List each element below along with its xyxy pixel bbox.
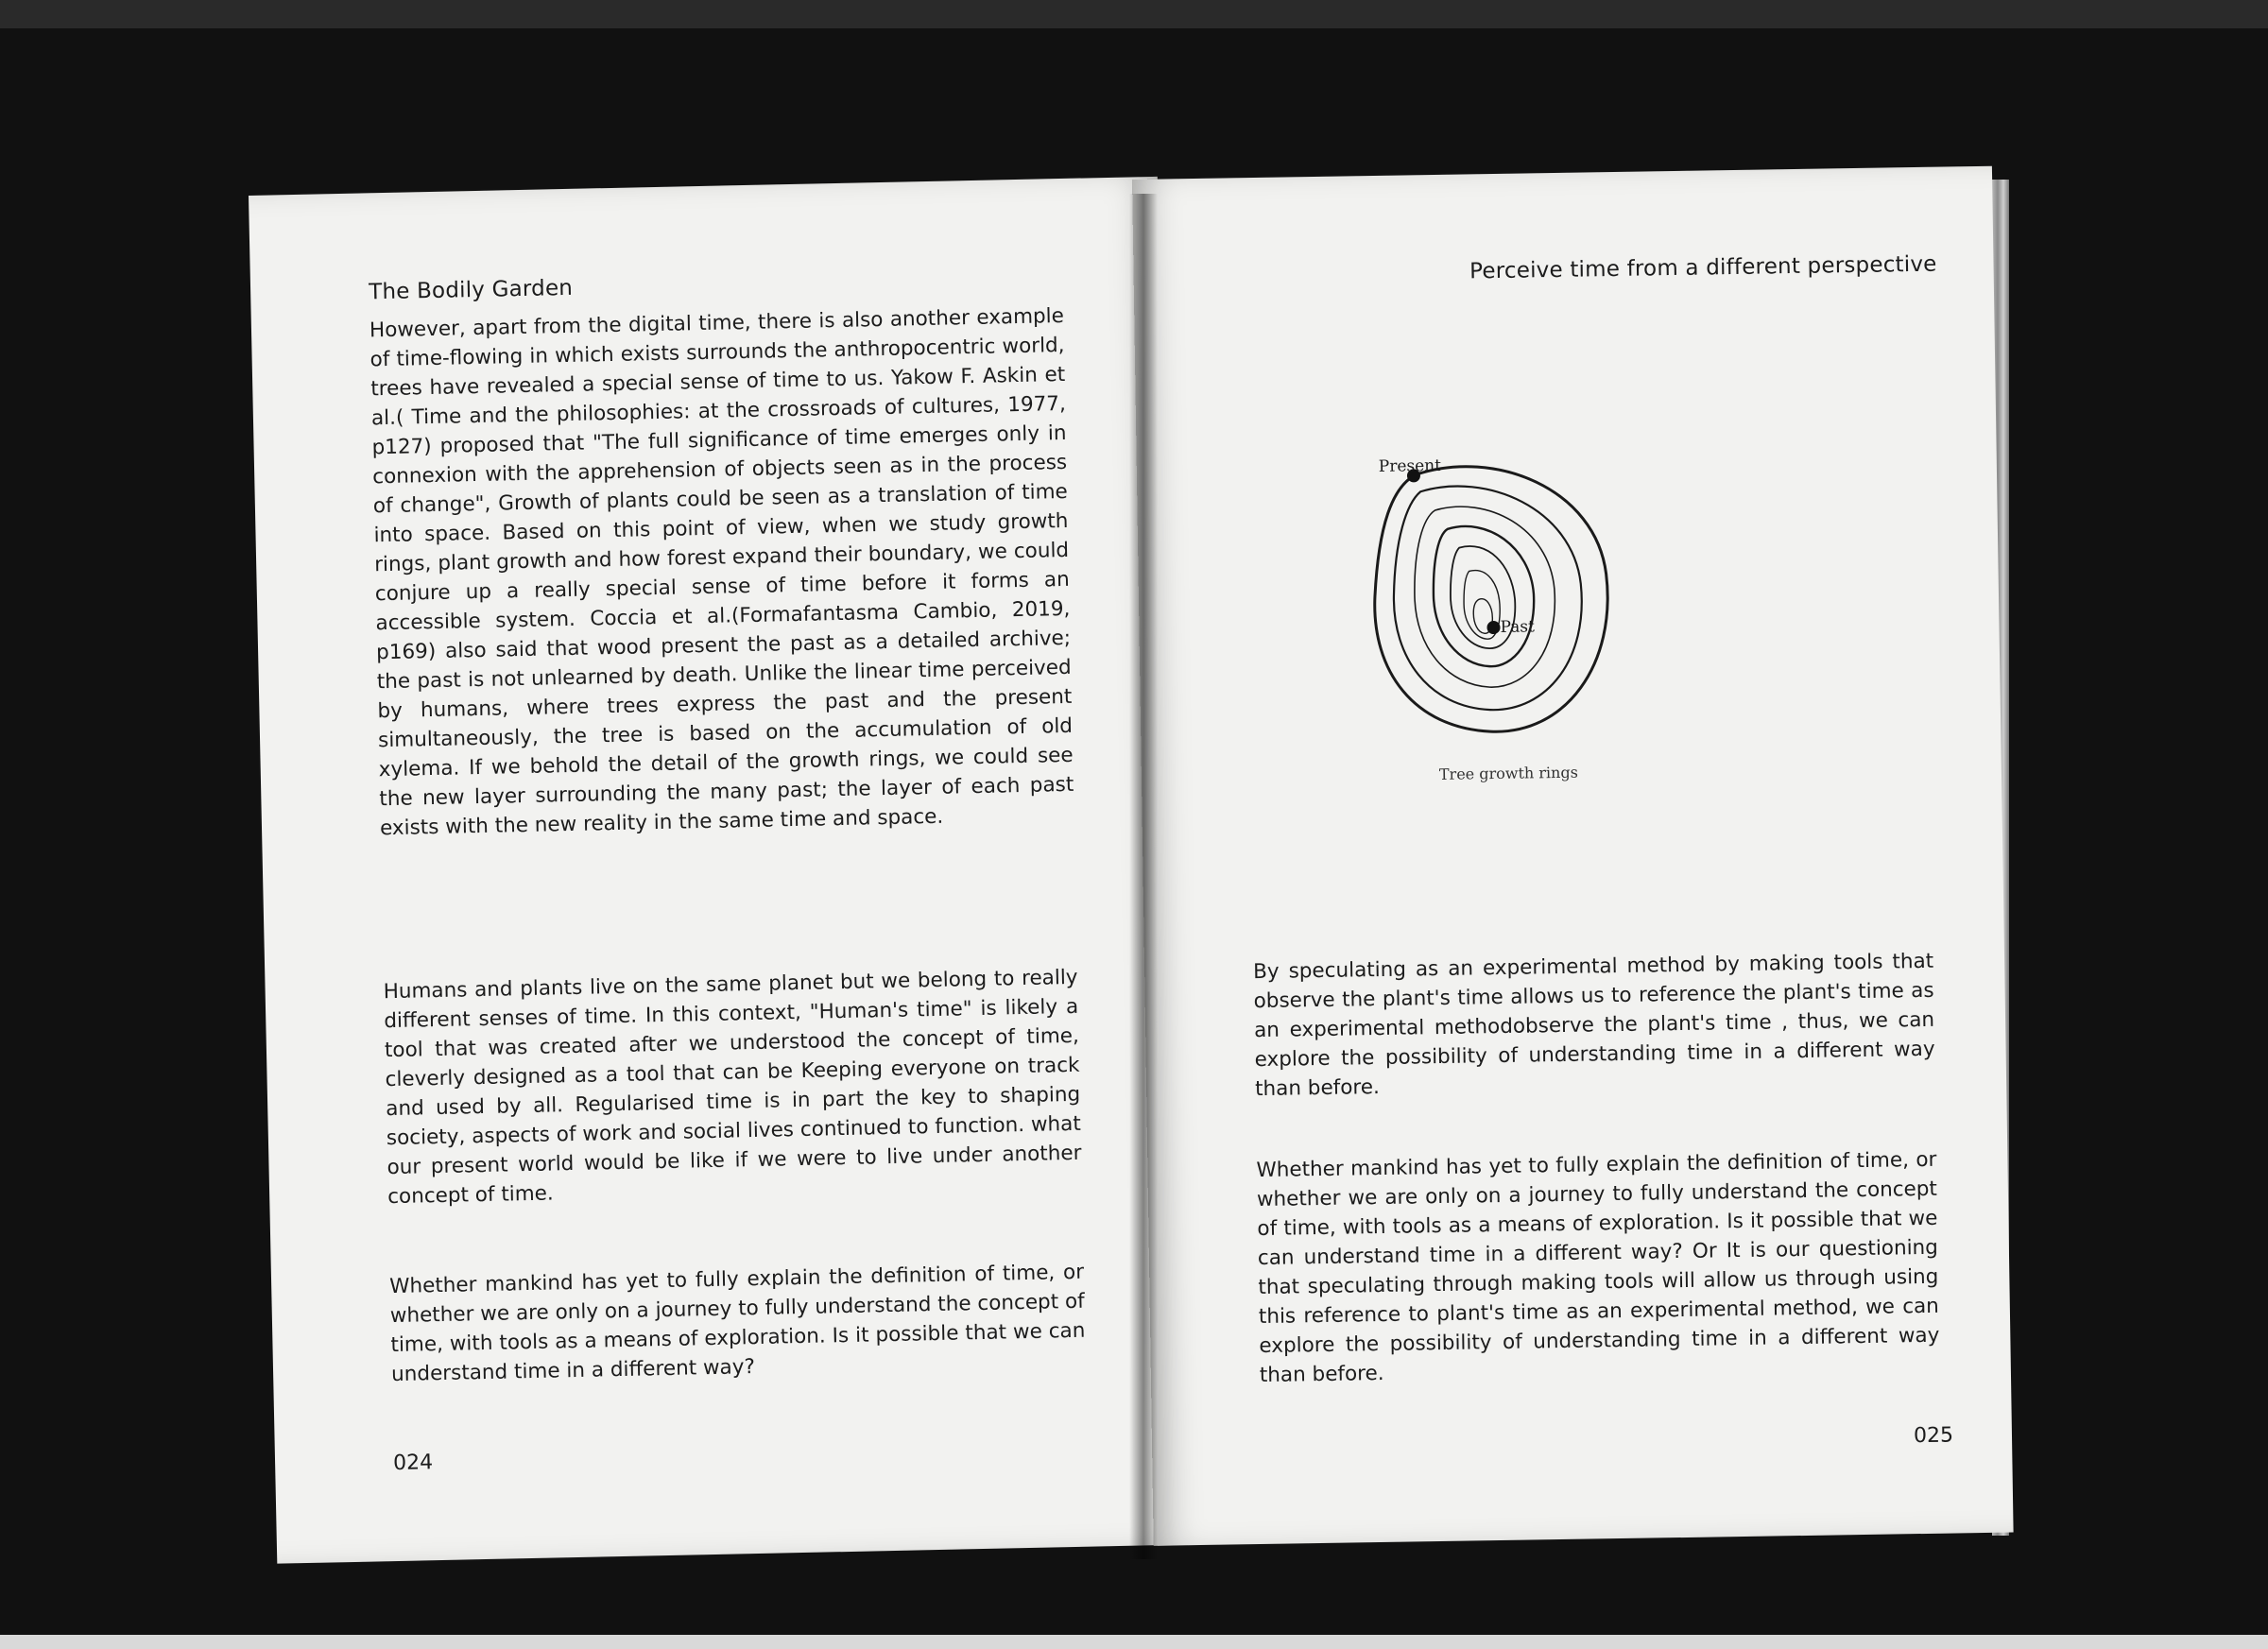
left-paragraph-2: Humans and plants live on the same planet but we belong to really different senses of time. In this context, "Human's time" is likely a tool that was created after we understood the concept of time, cleverly designed as a tool that can be Keeping everyone on track and used by all. Regularised time is in part the key to shaping society, aspects of work and social lives continued to function. what our present world would be like if we were to live under another concept of time. (383, 965, 1082, 1210)
figure-caption: Tree growth rings (1438, 763, 1578, 783)
tree-ring-4 (1433, 525, 1535, 667)
book-gutter (1129, 194, 1158, 1559)
right-page (1132, 166, 2014, 1546)
left-paragraph-3: Whether mankind has yet to fully explain the definition of time, or whether we are only on a journey to fully understand the concept of time, with tools as a means of exploration. Is it possible that we can understand time in a different way? (388, 1260, 1086, 1387)
present-label: Present (1378, 455, 1442, 476)
right-running-head: Perceive time from a different perspective (1469, 251, 1937, 284)
right-page-number: 025 (1913, 1423, 1954, 1449)
tree-rings-figure (1353, 413, 1643, 815)
tree-ring-outer (1372, 464, 1609, 733)
left-page (249, 177, 1186, 1564)
right-paragraph-1: By speculating as an experimental method by making tools that observe the plant's time allows us to reference the plant's time as an experimental methodobserve the plant's time , thus, we can explore the possibility of understanding time in a different way than before. (1252, 949, 1935, 1102)
left-paragraph-1: However, apart from the digital time, there is also another example of time-flowing in which exists surrounds the anthropocentric world, trees have revealed a special sense of time to us. Yakow F. Askin et al.( Time and the philosophies: at the crossroads of cultures, 1977, p127) proposed that "The full significance of time emerges only in connexion with the apprehension of objects seen as in the process of change", Growth of plants could be seen as a translation of time into space. Based on this point of view, when we study growth rings, plant growth and how forest expand their boundary, we could conjure up a really special sense of time before it forms an accessible system. Coccia et al.(Formafantasma Cambio, 2019, p169) also said that wood present the past as a detailed archive; the past is not unlearned by death. Unlike the linear time perceived by humans, where trees express the past and the present simultaneously, the tree is based on the accumulation of old xylema. If we behold the detail of the growth rings, we could see the new layer surrounding the many past; the layer of each past exists with the new reality in the same time and space. (369, 303, 1074, 841)
past-label: Past (1500, 617, 1536, 637)
right-paragraph-2: Whether mankind has yet to fully explain the definition of time, or whether we are only on a journey to fully understand the concept of time, with tools as a means of exploration. Is it possible that we can understand time in a different way? Or It is our questioning that speculating through making tools will allow us through using this reference to plant's time as an experimental method, we can explore the possibility of understanding time in a different way than before. (1256, 1147, 1940, 1388)
left-page-number: 024 (392, 1451, 434, 1476)
left-running-head: The Bodily Garden (368, 275, 574, 305)
